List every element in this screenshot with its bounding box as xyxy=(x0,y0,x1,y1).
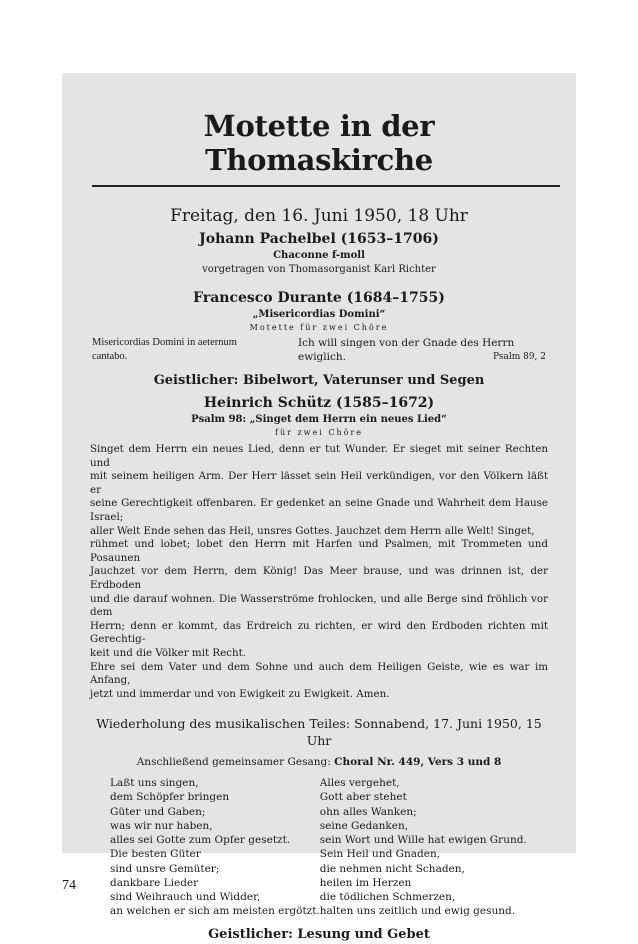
hymn-line: Gott aber stehet xyxy=(319,791,407,804)
german-text xyxy=(298,336,546,364)
psalm-line: aller Welt Ende sehen das Heil, unsres Gottes. Jauchzet dem Herrn alle Welt! Singet, xyxy=(90,524,535,537)
composer-schuetz: Heinrich Schütz (1585–1672) xyxy=(203,395,435,411)
hymn-intro xyxy=(88,755,550,770)
hymn-line: die tödlichen Schmerzen, xyxy=(319,890,456,903)
doxology-line: Ehre sei dem Vater und dem Sohne und auch dem Heiligen Geiste, wie es war im Anfang, xyxy=(90,660,548,687)
choral-number: Choral Nr. 449, Vers 3 und 8 xyxy=(334,756,502,769)
hymn-line: Alles vergehet, xyxy=(319,777,400,790)
hymn-line: Güter und Gaben; xyxy=(110,805,206,818)
hymn-line: sind unsre Gemüter; xyxy=(110,862,220,875)
psalm-line: Herrn; denn er kommt, das Erdreich zu richten, er wird den Erdboden richten mit Gerechtig- xyxy=(90,619,548,646)
hymn-line: Sein Heil und Gnaden, xyxy=(319,848,441,861)
german-line: Ich will singen von der Gnade des Herrn xyxy=(298,337,515,349)
psalm-reference: Psalm 89, 2 xyxy=(493,352,546,362)
hymn-line: sein Wort und Wille hat ewigen Grund. xyxy=(319,834,527,847)
hymn-line: was wir nur haben, xyxy=(110,819,213,832)
hymn-line: die nehmen nicht Schaden, xyxy=(319,862,465,875)
hymn-intro-text: Anschließend gemeinsamer Gesang: xyxy=(136,756,331,769)
psalm-line: und die darauf wohnen. Die Wasserströme frohlocken, und alle Berge sind fröhlich vor dem xyxy=(90,592,548,619)
title-rule xyxy=(92,185,560,187)
hymn-line: halten uns zeitlich und ewig gesund. xyxy=(319,905,516,918)
hymn-verse-right xyxy=(320,776,550,918)
durante-text xyxy=(92,336,546,364)
hymn-verse-left xyxy=(110,776,320,918)
psalm-line: mit seinem heiligen Arm. Der Herr lässet sein Heil verkündigen, vor den Völkern läßt er xyxy=(90,470,548,496)
hymn-line: an welchen er sich am meisten ergötzt. xyxy=(110,905,320,918)
composer-pachelbel: Johann Pachelbel (1653–1706) xyxy=(199,231,439,247)
hymn-line: heilen im Herzen xyxy=(319,876,412,889)
date-line: Freitag, den 16. Juni 1950, 18 Uhr xyxy=(170,206,468,226)
german-line: ewiglich. xyxy=(298,351,346,363)
hymn-line: ohn alles Wanken; xyxy=(319,805,417,818)
performer-pachelbel: vorgetragen von Thomasorganist Karl Richter xyxy=(202,264,436,275)
psalm-line: Singet dem Herrn ein neues Lied, denn er tut Wunder. Er sieget mit seiner Rechten und xyxy=(90,443,548,469)
hymn-line: dankbare Lieder xyxy=(110,876,199,889)
latin-text xyxy=(92,336,297,364)
psalm-line: Jauchzet vor dem Herrn, dem König! Das Meer brause, und was drinnen ist, der Erdboden xyxy=(90,565,548,591)
hymn-line: alles sei Gotte zum Opfer gesetzt. xyxy=(110,834,291,847)
psalm-text xyxy=(90,443,548,701)
composer-durante: Francesco Durante (1684–1755) xyxy=(193,290,445,306)
program-title: Motette in der Thomaskirche xyxy=(203,109,435,177)
liturgy-heading-1: Geistlicher: Bibelwort, Vaterunser und Segen xyxy=(153,373,485,388)
spacer xyxy=(88,277,550,287)
work-schuetz: Psalm 98: „Singet dem Herrn ein neues Lied“ xyxy=(191,414,447,425)
hymn-verses xyxy=(110,776,550,918)
hymn-line: sind Weihrauch und Widder, xyxy=(110,890,261,903)
doxology-line: jetzt und immerdar und von Ewigkeit zu Ewigkeit. Amen. xyxy=(90,687,390,700)
hymn-line: Laßt uns singen, xyxy=(110,777,199,790)
latin-line: Misericordias Domini in aeternum xyxy=(92,337,237,348)
repeat-performance-line: Wiederholung des musikalischen Teiles: Sonnabend, 17. Juni 1950, 15 Uhr xyxy=(96,716,542,749)
hymn-line: seine Gedanken, xyxy=(319,819,409,832)
hymn-line: Die besten Güter xyxy=(110,848,201,861)
psalm-line: seine Gerechtigkeit offenbaren. Er gedenket an seine Gnade und Wahrheit dem Hause Israel; xyxy=(90,497,548,523)
page-number: 74 xyxy=(62,878,76,893)
work-durante: „Misericordias Domini“ xyxy=(252,309,386,320)
german-line-with-ref xyxy=(298,350,546,364)
psalm-line: keit und die Völker mit Recht. xyxy=(90,646,247,659)
voices-durante: Motette für zwei Chöre xyxy=(249,323,389,332)
hymn-line: dem Schöpfer bringen xyxy=(110,791,230,804)
latin-line: cantabo. xyxy=(92,351,128,362)
liturgy-heading-2: Geistlicher: Lesung und Gebet xyxy=(208,927,430,943)
voices-schuetz: für zwei Chöre xyxy=(274,428,364,437)
psalm-line: rühmet und lobet; lobet den Herrn mit Harfen und Psalmen, mit Trommeten und Posaunen xyxy=(90,538,548,564)
work-pachelbel: Chaconne f-moll xyxy=(273,250,365,261)
